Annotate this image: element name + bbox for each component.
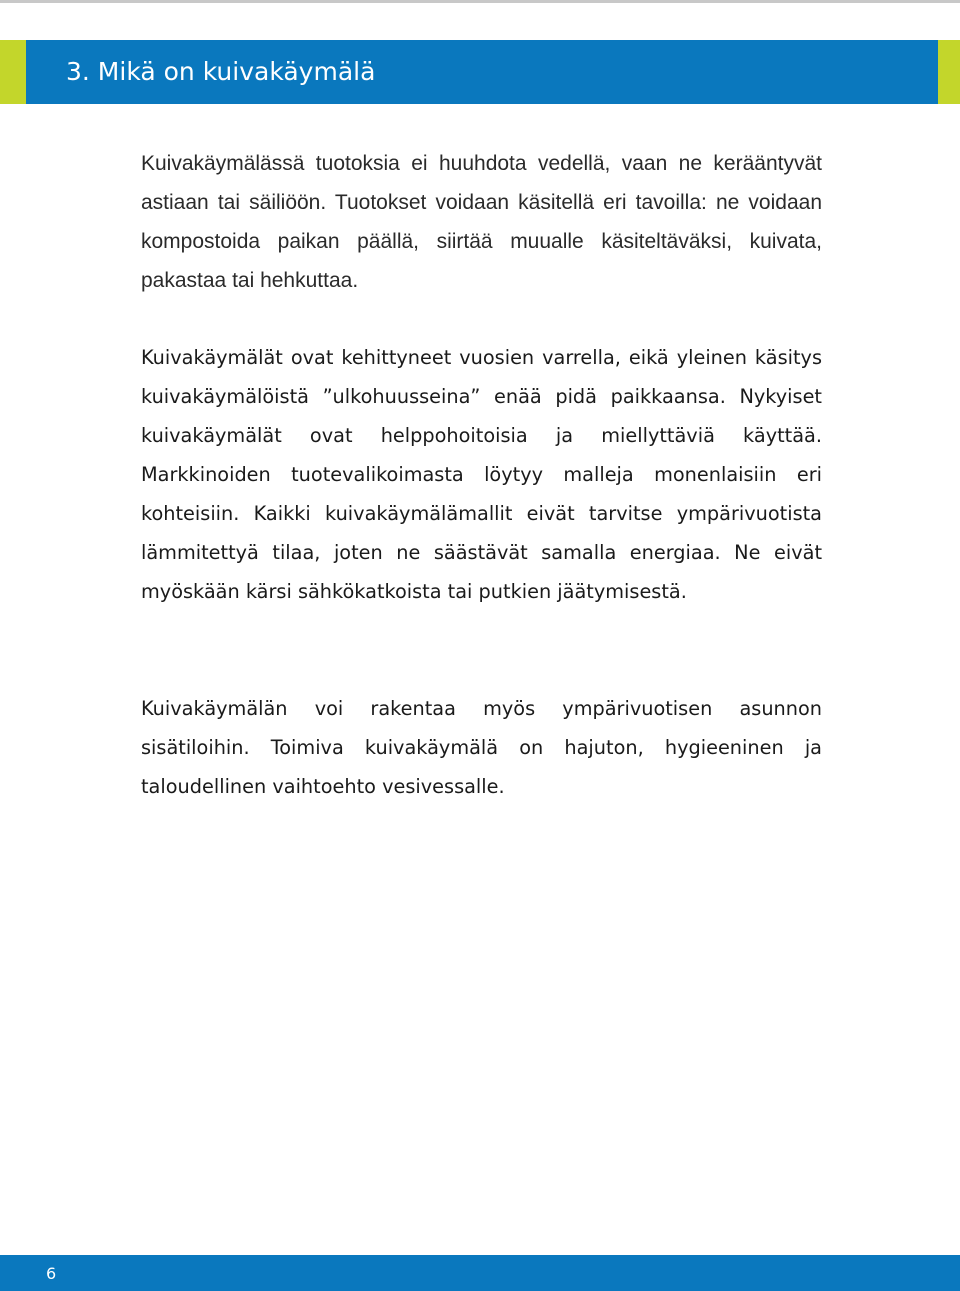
paragraph-1: Kuivakäymälässä tuotoksia ei huuhdota vedellä, vaan ne kerääntyvät astiaan tai säiliöön. Tuotokset voidaan käsitellä eri tavoilla: ne voidaan kompostoida paikan päällä, siirtää muualle käsiteltäväksi, kuivata, pakastaa tai hehkuttaa. — [141, 152, 822, 292]
paragraph-2: Kuivakäymälät ovat kehittyneet vuosien varrella, eikä yleinen käsitys kuivakäymälöistä ”ulkohuusseina” enää pidä paikkaansa. Nykyiset kuivakäymälät ovat helppohoitoisia ja miellyttäviä käyttää. Markkinoiden tuotevalikoimasta löytyy malleja monenlaisiin eri kohteisiin. Kaikki kuivakäymälämallit eivät tarvitse ympärivuotista lämmitettyä tilaa, joten ne säästävät samalla energiaa. Ne eivät myöskään kärsi sähkökatkoista tai putkien jäätymisestä. — [141, 346, 822, 603]
header-accent-right — [938, 40, 960, 104]
page-number: 6 — [46, 1264, 57, 1283]
footer-band — [0, 1255, 960, 1291]
paragraph-3: Kuivakäymälän voi rakentaa myös ympärivuotisen asunnon sisätiloihin. Toimiva kuivakäymälä on hajuton, hygieeninen ja taloudellinen vaihtoehto vesivessalle. — [141, 697, 822, 798]
chapter-title: 3. Mikä on kuivakäymälä — [66, 57, 376, 86]
header-accent-left — [0, 40, 26, 104]
top-rule — [0, 0, 960, 3]
